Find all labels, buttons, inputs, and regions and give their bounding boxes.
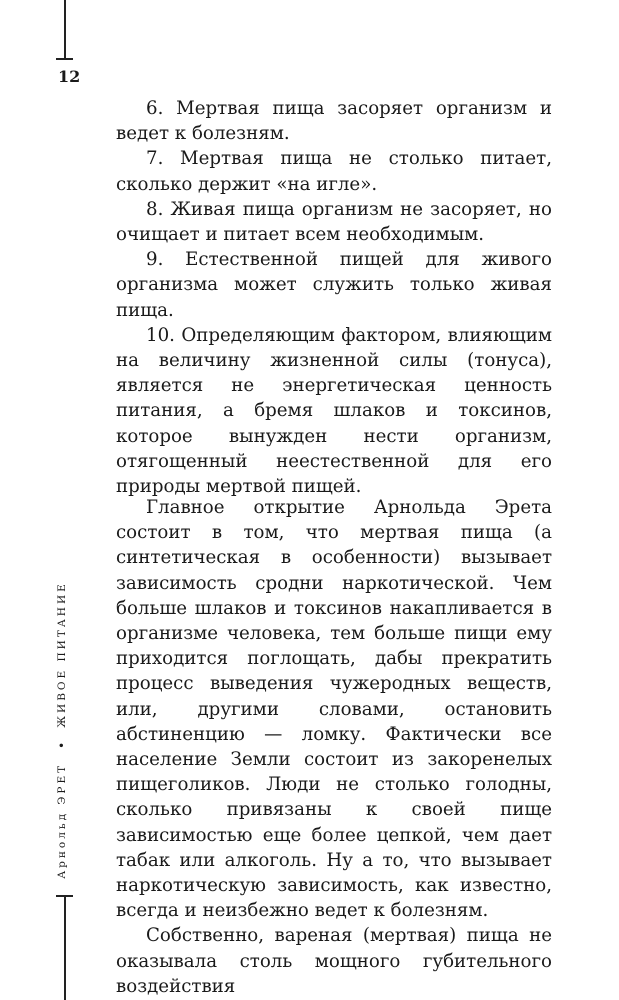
page-number: 12 (58, 67, 81, 86)
list-item: 8. Живая пища организм не засоряет, но очищает и питает всем необходимым. (116, 198, 552, 246)
running-head-vertical (55, 580, 69, 880)
list-item: 10. Определяющим фактором, влияющим на величину жизненной силы (тонуса), является не энергетическая ценность питания, а бремя шлаков и токсинов, которое вынужден нести организм, отягощенный неестественной для его природы мертвой пищей. (116, 324, 552, 498)
paragraph: Главное открытие Арнольда Эрета состоит в том, что мертвая пища (а синтетическая в особенности) вызывает зависимость сродни наркотической. Чем больше шлаков и токсинов накапливается в организме человека, тем больше пищи ему приходится поглощать, дабы прекратить процесс выведения чужеродных веществ, или, другими словами, остановить абстиненцию — ломку. Фактически все население Земли состоит из закоренелых пищеголиков. Люди не столько голодны, сколько привязаны к своей пище зависимостью еще более цепкой, чем дает табак или алкоголь. Ну а то, что вызывает наркотическую зависимость, как известно, всегда и неизбежно ведет к болезням. (116, 497, 552, 922)
margin-tick-top (56, 58, 73, 60)
body-text (116, 495, 552, 999)
list-item: 9. Естественной пищей для живого организма может служить только живая пища. (116, 249, 552, 321)
numbered-list (116, 96, 552, 499)
list-item: 6. Мертвая пища засоряет организм и ведет к болезням. (116, 98, 552, 145)
running-head-bullet: • (55, 741, 69, 749)
margin-rule-top (64, 0, 66, 58)
paragraph: Собственно, вареная (мертвая) пища не оказывала столь мощного губительного воздействия (116, 925, 552, 997)
margin-rule-bottom (64, 895, 66, 1000)
list-item: 7. Мертвая пища не столько питает, сколько держит «на игле». (116, 148, 552, 195)
running-head-title: ЖИВОЕ ПИТАНИЕ (56, 581, 68, 728)
running-head-author: Арнольд ЭРЕТ (56, 762, 68, 879)
